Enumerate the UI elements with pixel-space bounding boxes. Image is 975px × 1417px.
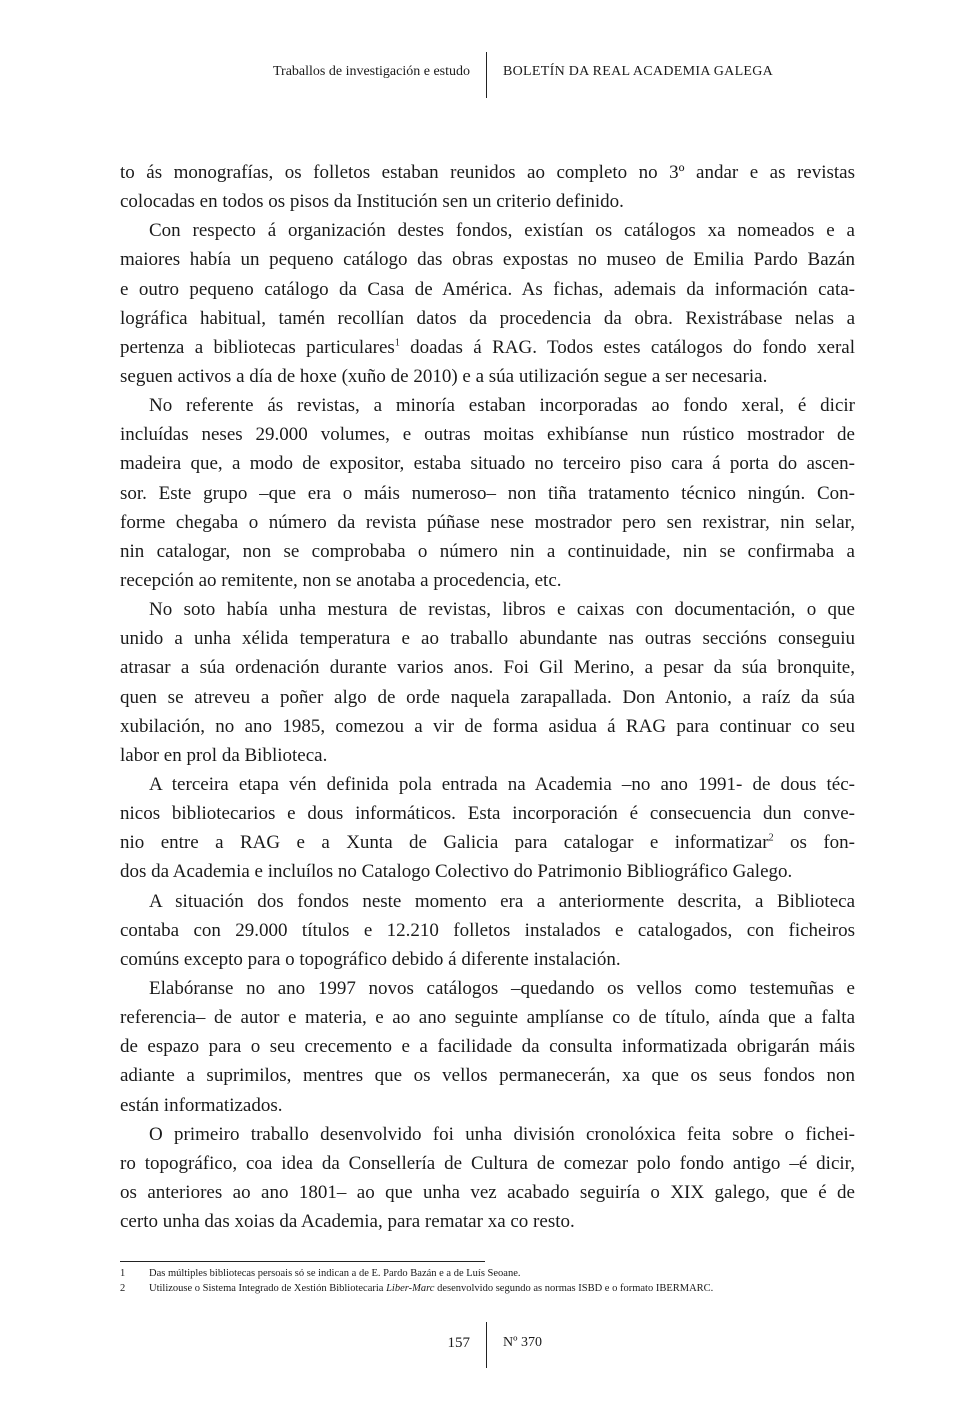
footnote-number: 2 bbox=[120, 1283, 126, 1294]
line-text: recepción ao remitente, non se anotaba a procedencia, etc. bbox=[120, 569, 562, 591]
line-text: están informatizados. bbox=[120, 1094, 283, 1116]
paragraph bbox=[120, 216, 855, 391]
line-text: os anteriores ao ano 1801– ao que unha vez acabado seguiría o XIX galego, que é de bbox=[120, 1181, 855, 1203]
text-line bbox=[120, 275, 855, 304]
line-text: maiores había un pequeno catálogo das obras expostas no museo de Emilia Pardo Bazán bbox=[120, 249, 855, 271]
line-text: de espazo para o seu crecemento e a facilidade da consulta informatizada obrigarán máis bbox=[120, 1036, 855, 1058]
text-line bbox=[120, 857, 855, 886]
body-text bbox=[120, 158, 855, 1236]
text-line bbox=[120, 362, 855, 391]
text-line bbox=[120, 1207, 855, 1236]
text-line bbox=[120, 712, 855, 741]
line-text: nio entre a RAG e a Xunta de Galicia para catalogar e informatizar bbox=[120, 832, 769, 854]
text-line bbox=[120, 916, 855, 945]
text-line bbox=[120, 683, 855, 712]
paragraph bbox=[120, 1120, 855, 1237]
text-line bbox=[120, 653, 855, 682]
text-line bbox=[120, 1149, 855, 1178]
text-line bbox=[120, 887, 855, 916]
footnote-ref[interactable]: 2 bbox=[768, 832, 774, 844]
line-text: xubilación, no ano 1985, comezou a vir de forma asidua á RAG para continuar co seu bbox=[120, 715, 855, 737]
text-line bbox=[120, 1091, 855, 1120]
line-text: certo unha das xoias da Academia, para rematar xa co resto. bbox=[120, 1211, 575, 1233]
line-text: A situación dos fondos neste momento era a anteriormente descrita, a Biblioteca bbox=[149, 890, 855, 912]
line-text: nicos bibliotecarios e dous informáticos. Esta incorporación é consecuencia dun conve- bbox=[120, 803, 855, 825]
footnote-text: Das múltiples bibliotecas persoais só se indican a de E. Pardo Bazán e a de Luís Seoane. bbox=[149, 1268, 521, 1279]
line-text: unido a unha xélida temperatura e ao traballo abundante nas outras seccións conseguiu bbox=[120, 628, 855, 650]
text-line bbox=[120, 1003, 855, 1032]
text-line bbox=[120, 974, 855, 1003]
line-text: forme chegaba o número da revista púñase nese mostrador pero sen rexistrar, nin selar, bbox=[120, 511, 855, 533]
text-line bbox=[120, 479, 855, 508]
line-text: sor. Este grupo –que era o máis numeroso– non tiña tratamento técnico ningún. Con- bbox=[120, 482, 855, 504]
footnote-number: 1 bbox=[120, 1268, 126, 1279]
line-text: Elabóranse no ano 1997 novos catálogos –quedando os vellos como testemuñas e bbox=[149, 977, 855, 999]
paragraph bbox=[120, 974, 855, 1120]
line-text: quen se atreveu a poñer algo de orde naquela zarapallada. Don Antonio, a raíz da súa bbox=[120, 686, 855, 708]
text-line bbox=[120, 420, 855, 449]
text-line bbox=[120, 187, 855, 216]
footnote-rule bbox=[120, 1261, 485, 1262]
paragraph bbox=[120, 887, 855, 974]
footnote-ref[interactable]: 1 bbox=[394, 337, 400, 349]
line-text: os fon- bbox=[773, 832, 855, 854]
line-text: A terceira etapa vén definida pola entrada na Academia –no ano 1991- de dous téc- bbox=[149, 773, 855, 795]
line-text: to ás monografías, os folletos estaban reunidos ao completo no 3º andar e as revistas bbox=[120, 162, 855, 183]
text-line bbox=[120, 945, 855, 974]
line-text: ro topográfico, coa idea da Consellería de Cultura de comezar polo fondo antigo –é dicir, bbox=[120, 1152, 855, 1174]
paragraph bbox=[120, 391, 855, 595]
text-line bbox=[120, 391, 855, 420]
text-line bbox=[120, 1032, 855, 1061]
line-text: comúns excepto para o topográfico debido á diferente instalación. bbox=[120, 948, 621, 970]
text-line bbox=[120, 1061, 855, 1090]
text-line bbox=[120, 595, 855, 624]
page-number: 157 bbox=[447, 1335, 470, 1351]
footnote-text: Utilizouse o Sistema Integrado de Xestión Bibliotecaria bbox=[149, 1283, 387, 1294]
line-text: pertenza a bibliotecas particulares bbox=[120, 336, 395, 358]
text-line bbox=[120, 828, 855, 857]
text-line bbox=[120, 508, 855, 537]
line-text: contaba con 29.000 títulos e 12.210 folletos instalados e catalogados, con ficheiros bbox=[120, 919, 855, 941]
text-line bbox=[120, 216, 855, 245]
line-text: doadas á RAG. Todos estes catálogos do fondo xeral bbox=[399, 336, 855, 358]
line-text: referencia– de autor e materia, e ao ano seguinte amplíanse co de título, aínda que a falta bbox=[120, 1007, 855, 1029]
text-line bbox=[120, 1120, 855, 1149]
running-header-section: Traballos de investigación e estudo bbox=[272, 64, 470, 79]
line-text: e outro pequeno catálogo da Casa de América. As fichas, ademais da información cata- bbox=[120, 278, 855, 300]
issue-number: Nº 370 bbox=[503, 1335, 542, 1350]
text-line bbox=[120, 245, 855, 274]
line-text: madeira que, a modo de expositor, estaba situado no terceiro piso cara á porta do ascen- bbox=[120, 453, 855, 475]
line-text: labor en prol da Biblioteca. bbox=[120, 744, 328, 766]
line-text: colocadas en todos os pisos da Institución sen un criterio definido. bbox=[120, 191, 624, 213]
footnote-text: desenvolvido segundo as normas ISBD e o formato IBERMARC. bbox=[434, 1283, 714, 1294]
text-line bbox=[120, 449, 855, 478]
footnote-1 bbox=[120, 1268, 520, 1279]
running-header-journal: BOLETÍN DA REAL ACADEMIA GALEGA bbox=[503, 64, 774, 79]
paragraph bbox=[120, 158, 855, 216]
text-line bbox=[120, 770, 855, 799]
text-line bbox=[120, 158, 855, 187]
paragraph bbox=[120, 770, 855, 887]
line-text: atrasar a súa ordenación durante varios anos. Foi Gil Merino, a pesar da súa bronquite, bbox=[120, 657, 855, 679]
text-line bbox=[120, 624, 855, 653]
line-text: incluídas neses 29.000 volumes, e outras moitas exhibíanse nun rústico mostrador de bbox=[120, 424, 855, 446]
line-text: seguen activos a día de hoxe (xuño de 2010) e a súa utilización segue a ser necesaria. bbox=[120, 365, 768, 387]
line-text: No soto había unha mestura de revistas, libros e caixas con documentación, o que bbox=[149, 599, 855, 621]
line-text: nin catalogar, non se comprobaba o número nin a continuidade, nin se confirmaba a bbox=[120, 540, 855, 562]
text-line bbox=[120, 1178, 855, 1207]
text-line bbox=[120, 333, 855, 362]
text-line bbox=[120, 304, 855, 333]
text-line bbox=[120, 537, 855, 566]
line-text: Con respecto á organización destes fondos, existían os catálogos xa nomeados e a bbox=[149, 220, 855, 242]
line-text: dos da Academia e incluílos no Catalogo Colectivo do Patrimonio Bibliográfico Galego. bbox=[120, 861, 793, 883]
paragraph bbox=[120, 595, 855, 770]
line-text: lográfica habitual, tamén recollían datos da procedencia da obra. Rexistrábase nelas a bbox=[120, 307, 855, 329]
header-divider bbox=[486, 52, 487, 98]
text-line bbox=[120, 799, 855, 828]
footer-divider bbox=[486, 1322, 487, 1368]
text-line bbox=[120, 741, 855, 770]
text-line bbox=[120, 566, 855, 595]
line-text: adiante a suprimilos, mentres que os vellos permanecerán, xa que os seus fondos non bbox=[120, 1065, 855, 1087]
footnote-2 bbox=[120, 1283, 713, 1294]
line-text: O primeiro traballo desenvolvido foi unha división cronolóxica feita sobre o fichei- bbox=[149, 1123, 855, 1145]
footnote-italic: Liber-Marc bbox=[386, 1283, 435, 1294]
line-text: No referente ás revistas, a minoría estaban incorporadas ao fondo xeral, é dicir bbox=[149, 395, 855, 417]
